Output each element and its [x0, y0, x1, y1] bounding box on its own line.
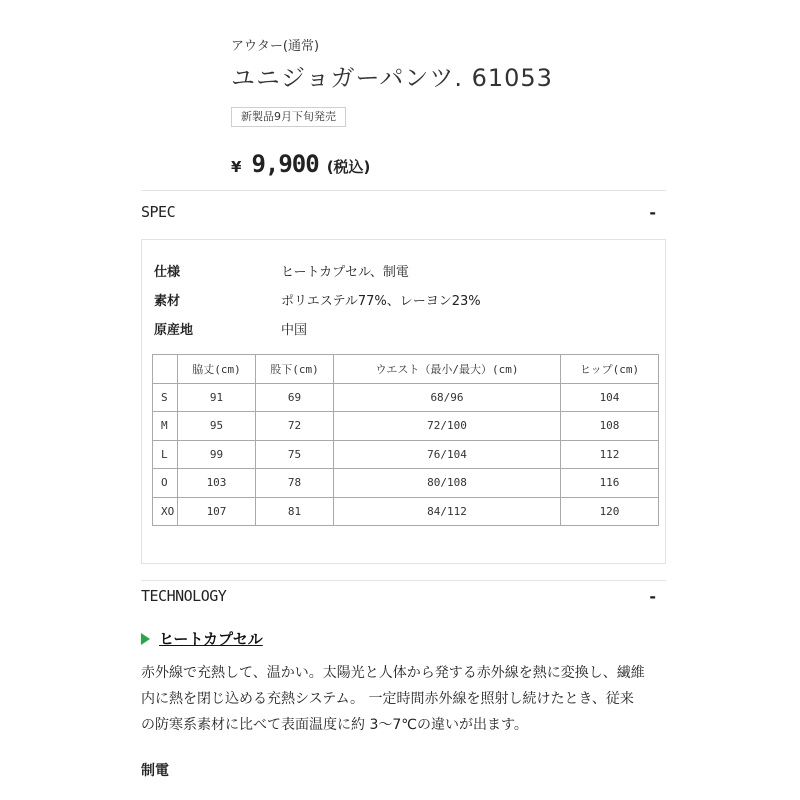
- spec-section-header[interactable]: [141, 200, 666, 224]
- spec-value: 中国: [281, 323, 308, 338]
- divider: [141, 580, 666, 581]
- product-category: アウター(通常): [231, 39, 320, 54]
- table-row: [153, 412, 659, 441]
- spec-heading: SPEC: [141, 203, 176, 221]
- description-line: 内に熱を閉じ込める充熱システム。 一定時間赤外線を照射し続けたとき、従来: [141, 691, 634, 707]
- table-row: [153, 497, 659, 526]
- spec-key: 素材: [154, 294, 181, 309]
- table-cell: 69: [256, 383, 334, 412]
- table-header-cell: ヒップ(cm): [561, 355, 659, 384]
- table-cell: XO: [153, 497, 178, 526]
- table-cell: 116: [561, 469, 659, 498]
- release-badge: 新製品9月下旬発売: [231, 107, 346, 127]
- table-row: [153, 440, 659, 469]
- table-cell: 84/112: [334, 497, 561, 526]
- size-table-header-row: [153, 355, 659, 384]
- table-cell: O: [153, 469, 178, 498]
- triangle-arrow-icon: [141, 633, 150, 645]
- table-row: [153, 469, 659, 498]
- technology-sub-heading: 制電: [141, 763, 169, 779]
- price-tax-label: (税込): [326, 158, 371, 176]
- spec-row: [154, 290, 481, 309]
- table-cell: M: [153, 412, 178, 441]
- table-cell: 120: [561, 497, 659, 526]
- table-row: [153, 383, 659, 412]
- table-header-cell: 股下(cm): [256, 355, 334, 384]
- table-header-cell: [153, 355, 178, 384]
- spec-key: 原産地: [154, 323, 194, 338]
- divider: [141, 190, 666, 191]
- table-cell: 112: [561, 440, 659, 469]
- size-table: [152, 354, 659, 526]
- technology-collapse-toggle[interactable]: -: [649, 586, 656, 606]
- description-line: の防寒系素材に比べて表面温度に約 3～7℃の違いが出ます。: [141, 717, 528, 733]
- table-cell: 107: [178, 497, 256, 526]
- spec-collapse-toggle[interactable]: -: [649, 202, 656, 222]
- table-cell: 108: [561, 412, 659, 441]
- table-cell: 80/108: [334, 469, 561, 498]
- table-header-cell: 脇丈(cm): [178, 355, 256, 384]
- technology-feature-heading: [141, 628, 263, 649]
- table-cell: 99: [178, 440, 256, 469]
- table-cell: 68/96: [334, 383, 561, 412]
- spec-value: ポリエステル77%、レーヨン23%: [281, 294, 481, 309]
- technology-feature-link[interactable]: ヒートカプセル: [159, 630, 263, 648]
- price: [231, 150, 370, 178]
- table-cell: 95: [178, 412, 256, 441]
- product-title: ユニジョガーパンツ. 61053: [231, 64, 553, 92]
- table-cell: 103: [178, 469, 256, 498]
- technology-heading: TECHNOLOGY: [141, 587, 227, 605]
- table-cell: 81: [256, 497, 334, 526]
- spec-row: [154, 261, 409, 280]
- table-cell: 72: [256, 412, 334, 441]
- technology-section-header[interactable]: [141, 584, 666, 608]
- price-currency: ¥: [231, 158, 242, 176]
- table-cell: S: [153, 383, 178, 412]
- table-cell: L: [153, 440, 178, 469]
- table-cell: 76/104: [334, 440, 561, 469]
- table-cell: 78: [256, 469, 334, 498]
- table-cell: 91: [178, 383, 256, 412]
- table-header-cell: ウエスト（最小/最大）(cm): [334, 355, 561, 384]
- table-cell: 75: [256, 440, 334, 469]
- spec-row: [154, 319, 307, 338]
- table-cell: 72/100: [334, 412, 561, 441]
- spec-panel: [141, 239, 666, 564]
- description-line: 赤外線で充熱して、温かい。太陽光と人体から発する赤外線を熱に変換し、繊維: [141, 665, 645, 681]
- spec-value: ヒートカプセル、制電: [281, 265, 409, 280]
- price-amount: 9,900: [251, 150, 319, 178]
- technology-feature-description: [141, 660, 666, 738]
- table-cell: 104: [561, 383, 659, 412]
- spec-key: 仕様: [154, 265, 181, 280]
